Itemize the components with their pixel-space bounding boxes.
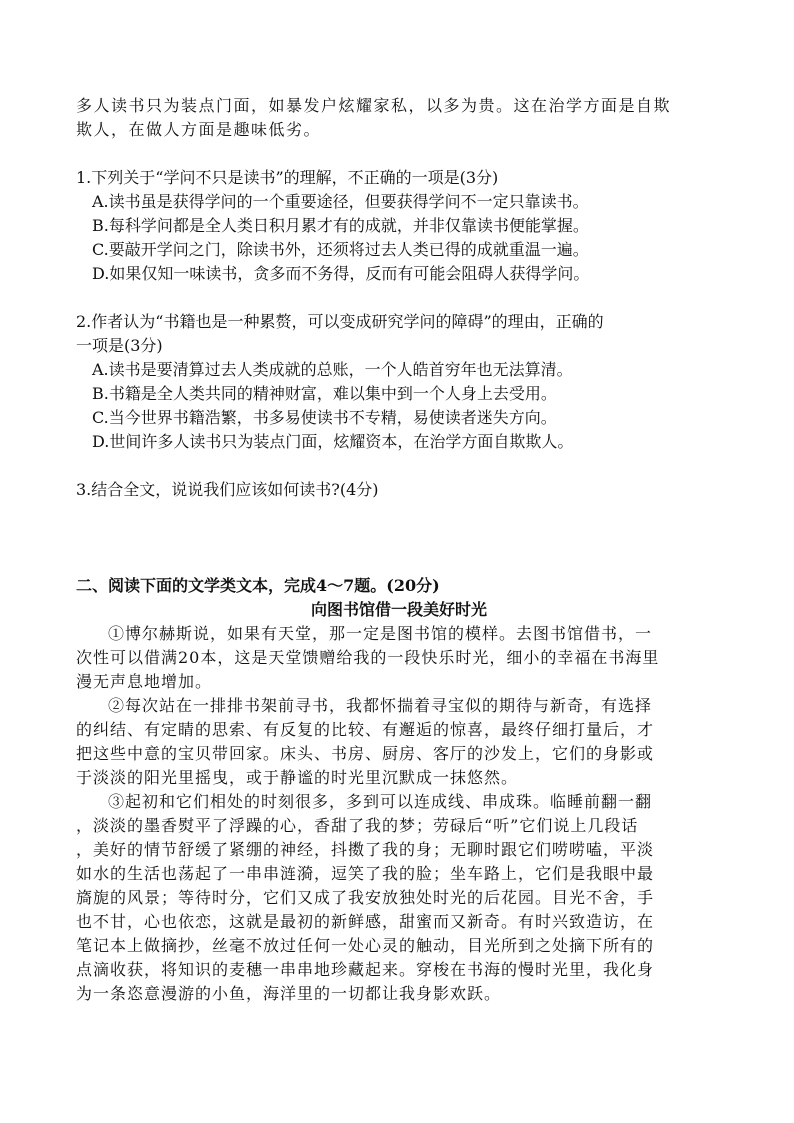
paragraph-line: 也不甘，心也依恋，这就是最初的新鲜感，甜蜜而又新奇。有时兴致造访，在	[76, 912, 655, 931]
article-paragraph-2	[76, 694, 722, 790]
article-title: 向图书馆借一段美好时光	[310, 600, 487, 619]
intro-paragraph	[76, 94, 722, 142]
paragraph-line: 为一条恣意漫游的小鱼，海洋里的一切都让我身影欢跃。	[76, 984, 502, 1003]
question-2-option-a: A.读书是要清算过去人类成就的总账，一个人皓首穷年也无法算清。	[92, 360, 573, 379]
paragraph-line: ，美好的情节舒缓了紧绷的神经，抖擞了我的身；无聊时跟它们唠唠嗑，平淡	[76, 840, 655, 859]
question-1-option-b: B.每科学问都是全人类日积月累才有的成就，并非仅靠读书便能掌握。	[92, 216, 589, 235]
question-1	[76, 166, 722, 286]
paragraph-line: 把这些中意的宝贝带回家。床头、书房、厨房、客厅的沙发上，它们的身影或	[76, 744, 655, 763]
question-2-option-b: B.书籍是全人类共同的精神财富，难以集中到一个人身上去受用。	[92, 384, 557, 403]
intro-line: 欺人，在做人方面是趣味低劣。	[76, 120, 322, 139]
section-heading: 二、阅读下面的文学类文本，完成4～7题。(20分)	[76, 576, 440, 595]
paragraph-line: 点滴收获，将知识的麦穗一串串地珍藏起来。穿梭在书海的慢时光里，我化身	[76, 960, 655, 979]
article-paragraph-3	[76, 790, 722, 1006]
paragraph-line: ②每次站在一排排书架前寻书，我都怀揣着寻宝似的期待与新奇，有选择	[108, 696, 653, 715]
paragraph-line: 次性可以借满20本，这是天堂馈赠给我的一段快乐时光，细小的幸福在书海里	[76, 648, 660, 667]
question-1-stem: 1.下列关于“学问不只是读书”的理解，不正确的一项是(3分)	[76, 168, 499, 187]
paragraph-line: ，淡淡的墨香熨平了浮躁的心，香甜了我的梦；劳碌后“听”它们说上几段话	[76, 816, 639, 835]
paragraph-line: ③起初和它们相处的时刻很多，多到可以连成线、串成珠。临睡前翻一翻	[108, 792, 653, 811]
paragraph-line: 笔记本上做摘抄，丝毫不放过任何一处心灵的触动，目光所到之处摘下所有的	[76, 936, 655, 955]
question-3-stem: 3.结合全文，说说我们应该如何读书?(4分)	[76, 480, 379, 499]
intro-line: 多人读书只为装点门面，如暴发户炫耀家私，以多为贵。这在治学方面是自欺	[76, 96, 672, 115]
question-3	[76, 478, 722, 502]
paragraph-line: ①博尔赫斯说，如果有天堂，那一定是图书馆的模样。去图书馆借书，一	[108, 624, 653, 643]
paragraph-line: 漫无声息地增加。	[76, 672, 213, 691]
question-2	[76, 310, 722, 454]
question-2-stem: 2.作者认为“书籍也是一种累赘，可以变成研究学问的障碍”的理由，正确的	[76, 312, 604, 331]
question-2-option-c: C.当今世界书籍浩繁，书多易使读书不专精，易使读者迷失方向。	[92, 408, 557, 427]
paragraph-line: 如水的生活也荡起了一串串涟漪，逗笑了我的脸；坐车路上，它们是我眼中最	[76, 864, 655, 883]
question-2-option-d: D.世间许多人读书只为装点门面，炫耀资本，在治学方面自欺欺人。	[92, 432, 574, 451]
question-1-option-c: C.要敲开学问之门，除读书外，还须将过去人类已得的成就重温一遍。	[92, 240, 589, 259]
question-1-option-a: A.读书虽是获得学问的一个重要途径，但要获得学问不一定只靠读书。	[92, 192, 589, 211]
question-1-option-d: D.如果仅知一味读书，贪多而不务得，反而有可能会阻碍人获得学问。	[92, 264, 590, 283]
document-page	[76, 94, 722, 1006]
paragraph-line: 旖旎的风景；等待时分，它们又成了我安放独处时光的后花园。目光不舍，手	[76, 888, 655, 907]
paragraph-line: 于淡淡的阳光里摇曳，或于静谧的时光里沉默成一抹悠然。	[76, 768, 519, 787]
article-paragraph-1	[76, 622, 722, 694]
paragraph-line: 的纠结、有定睛的思索、有反复的比较、有邂逅的惊喜，最终仔细打量后，才	[76, 720, 655, 739]
question-2-stem: 一项是(3分)	[76, 336, 163, 355]
